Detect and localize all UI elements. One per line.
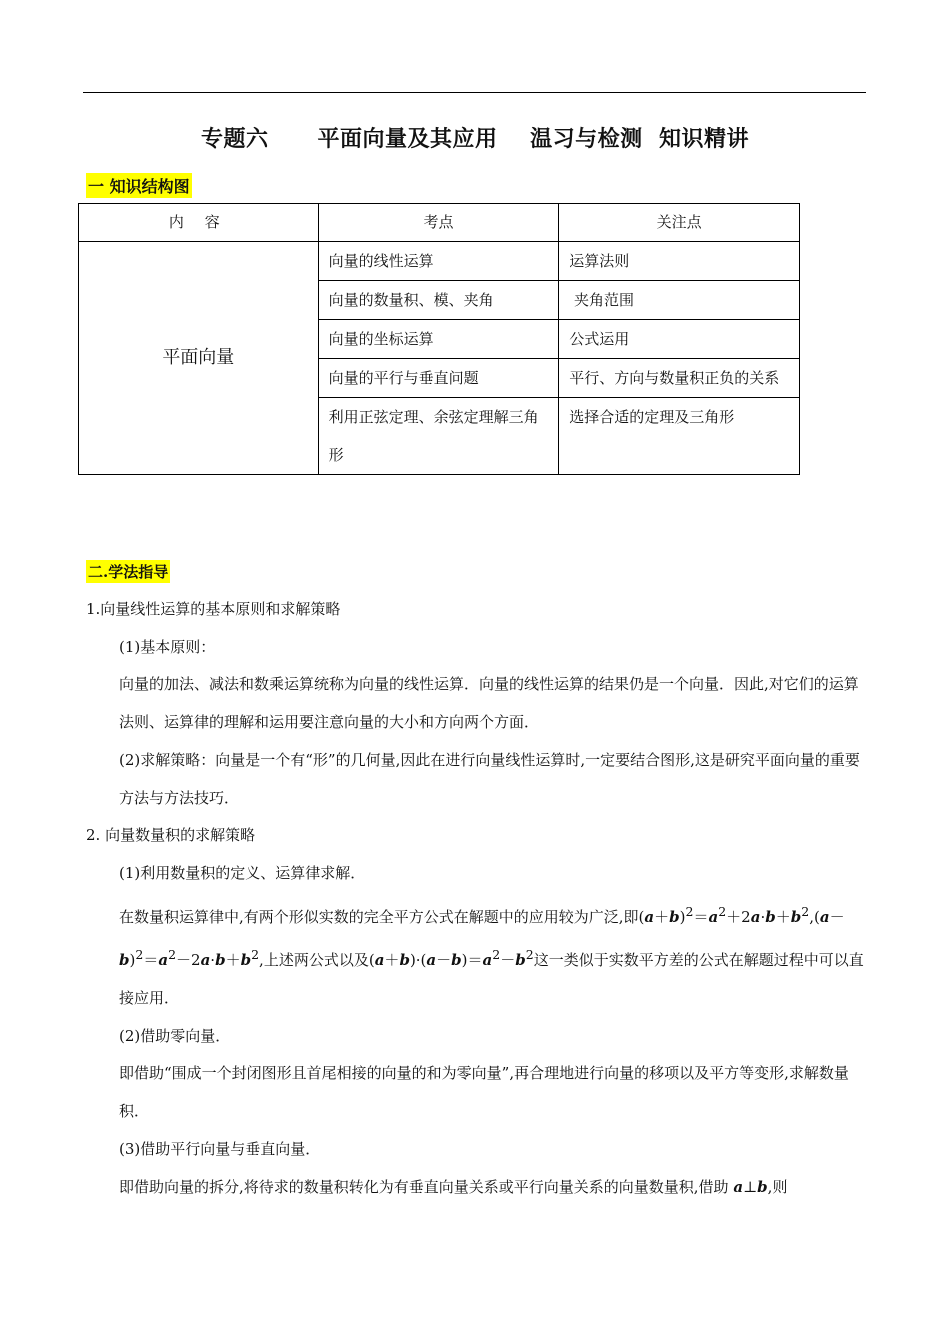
paragraph-text: 即借助向量的拆分,将待求的数量积转化为有垂直向量关系或平行向量关系的向量数量积,借助	[119, 1177, 729, 1196]
knowledge-table	[78, 203, 800, 475]
subheading: 2. 向量数量积的求解策略	[86, 826, 256, 845]
paragraph: 在数量积运算律中,有两个形似实数的完全平方公式在解题中的应用较为广泛,即$(a+b)^2=a^2+2a\cdot b+b^2,(a-b)^2=a^2-2a\cdot b+b^2$,上述两公式以及$(a+b)\cdot(a-b)=a^2-b^2$这一类似于实数平方差的公式在解题过程中可以直接应用．	[119, 903, 864, 1008]
page-title: 专题六 平面向量及其应用 温习与检测 知识精讲	[201, 126, 749, 152]
table-cell: 选择合适的定理及三角形	[559, 398, 800, 475]
paragraph-text: ,上述两公式以及	[259, 951, 369, 970]
paragraph-text: 在数量积运算律中,有两个形似实数的完全平方公式在解题中的应用较为广泛,即	[119, 907, 639, 926]
paragraph: (2)借助零向量．	[119, 1026, 231, 1045]
table-cell: 向量的平行与垂直问题	[318, 359, 559, 398]
formula-square-sum: $(a+b)^2=a^2+2a\cdot b+b^2$	[638, 903, 810, 926]
paragraph: (1)利用数量积的定义、运算律求解．	[119, 863, 366, 882]
table-header-row	[79, 204, 800, 242]
formula-difference-of-squares: $(a+b)\cdot(a-b)=a^2-b^2$	[368, 947, 534, 970]
paragraph: 即借助“围成一个封闭图形且首尾相接的向量的和为零向量”,再合理地进行向量的移项以及平方等变形,求解数量积．	[119, 1064, 849, 1121]
subheading: 1.向量线性运算的基本原则和求解策略	[86, 600, 341, 618]
paragraph: (3)借助平行向量与垂直向量．	[119, 1139, 321, 1158]
table-cell: 向量的线性运算	[318, 242, 559, 281]
table-header: 关注点	[559, 204, 800, 242]
table-cell-topic: 平面向量	[79, 242, 319, 475]
paragraph	[86, 1169, 866, 1207]
formula-square-diff: $(a-b)^2=a^2-2a\cdot b+b^2$	[119, 907, 845, 970]
header-rule	[83, 92, 866, 93]
guidance-body	[86, 591, 866, 1206]
table-cell: 运算法则	[559, 242, 800, 281]
paragraph: (2)求解策略：向量是一个有“形”的几何量,因此在进行向量线性运算时,一定要结合图形,这是研究平面向量的重要方法与方法技巧．	[119, 750, 860, 807]
paragraph: (1)基本原则：	[119, 637, 216, 656]
paragraph-text: 这一类似于实数平方差的公式在解题过程中可以直接应用．	[119, 951, 864, 1008]
table-header: 内 容	[79, 204, 319, 242]
table-cell: 向量的数量积、模、夹角	[318, 281, 559, 320]
paragraph-text: ,则	[767, 1177, 788, 1196]
formula-perpendicular: a⊥b	[733, 1177, 768, 1196]
table-row	[79, 242, 800, 281]
section-heading-guidance: 二.学法指导	[86, 560, 170, 583]
table-cell: 公式运用	[559, 320, 800, 359]
table-cell: 利用正弦定理、余弦定理解三角形	[318, 398, 559, 475]
paragraph: 向量的加法、减法和数乘运算统称为向量的线性运算．向量的线性运算的结果仍是一个向量．因此,对它们的运算法则、运算律的理解和运用要注意向量的大小和方向两个方面．	[119, 675, 859, 732]
section-heading-structure: 一 知识结构图	[86, 173, 192, 198]
table-cell: 夹角范围	[559, 281, 800, 320]
table-header: 考点	[318, 204, 559, 242]
table-cell: 平行、方向与数量积正负的关系	[559, 359, 800, 398]
table-cell: 向量的坐标运算	[318, 320, 559, 359]
